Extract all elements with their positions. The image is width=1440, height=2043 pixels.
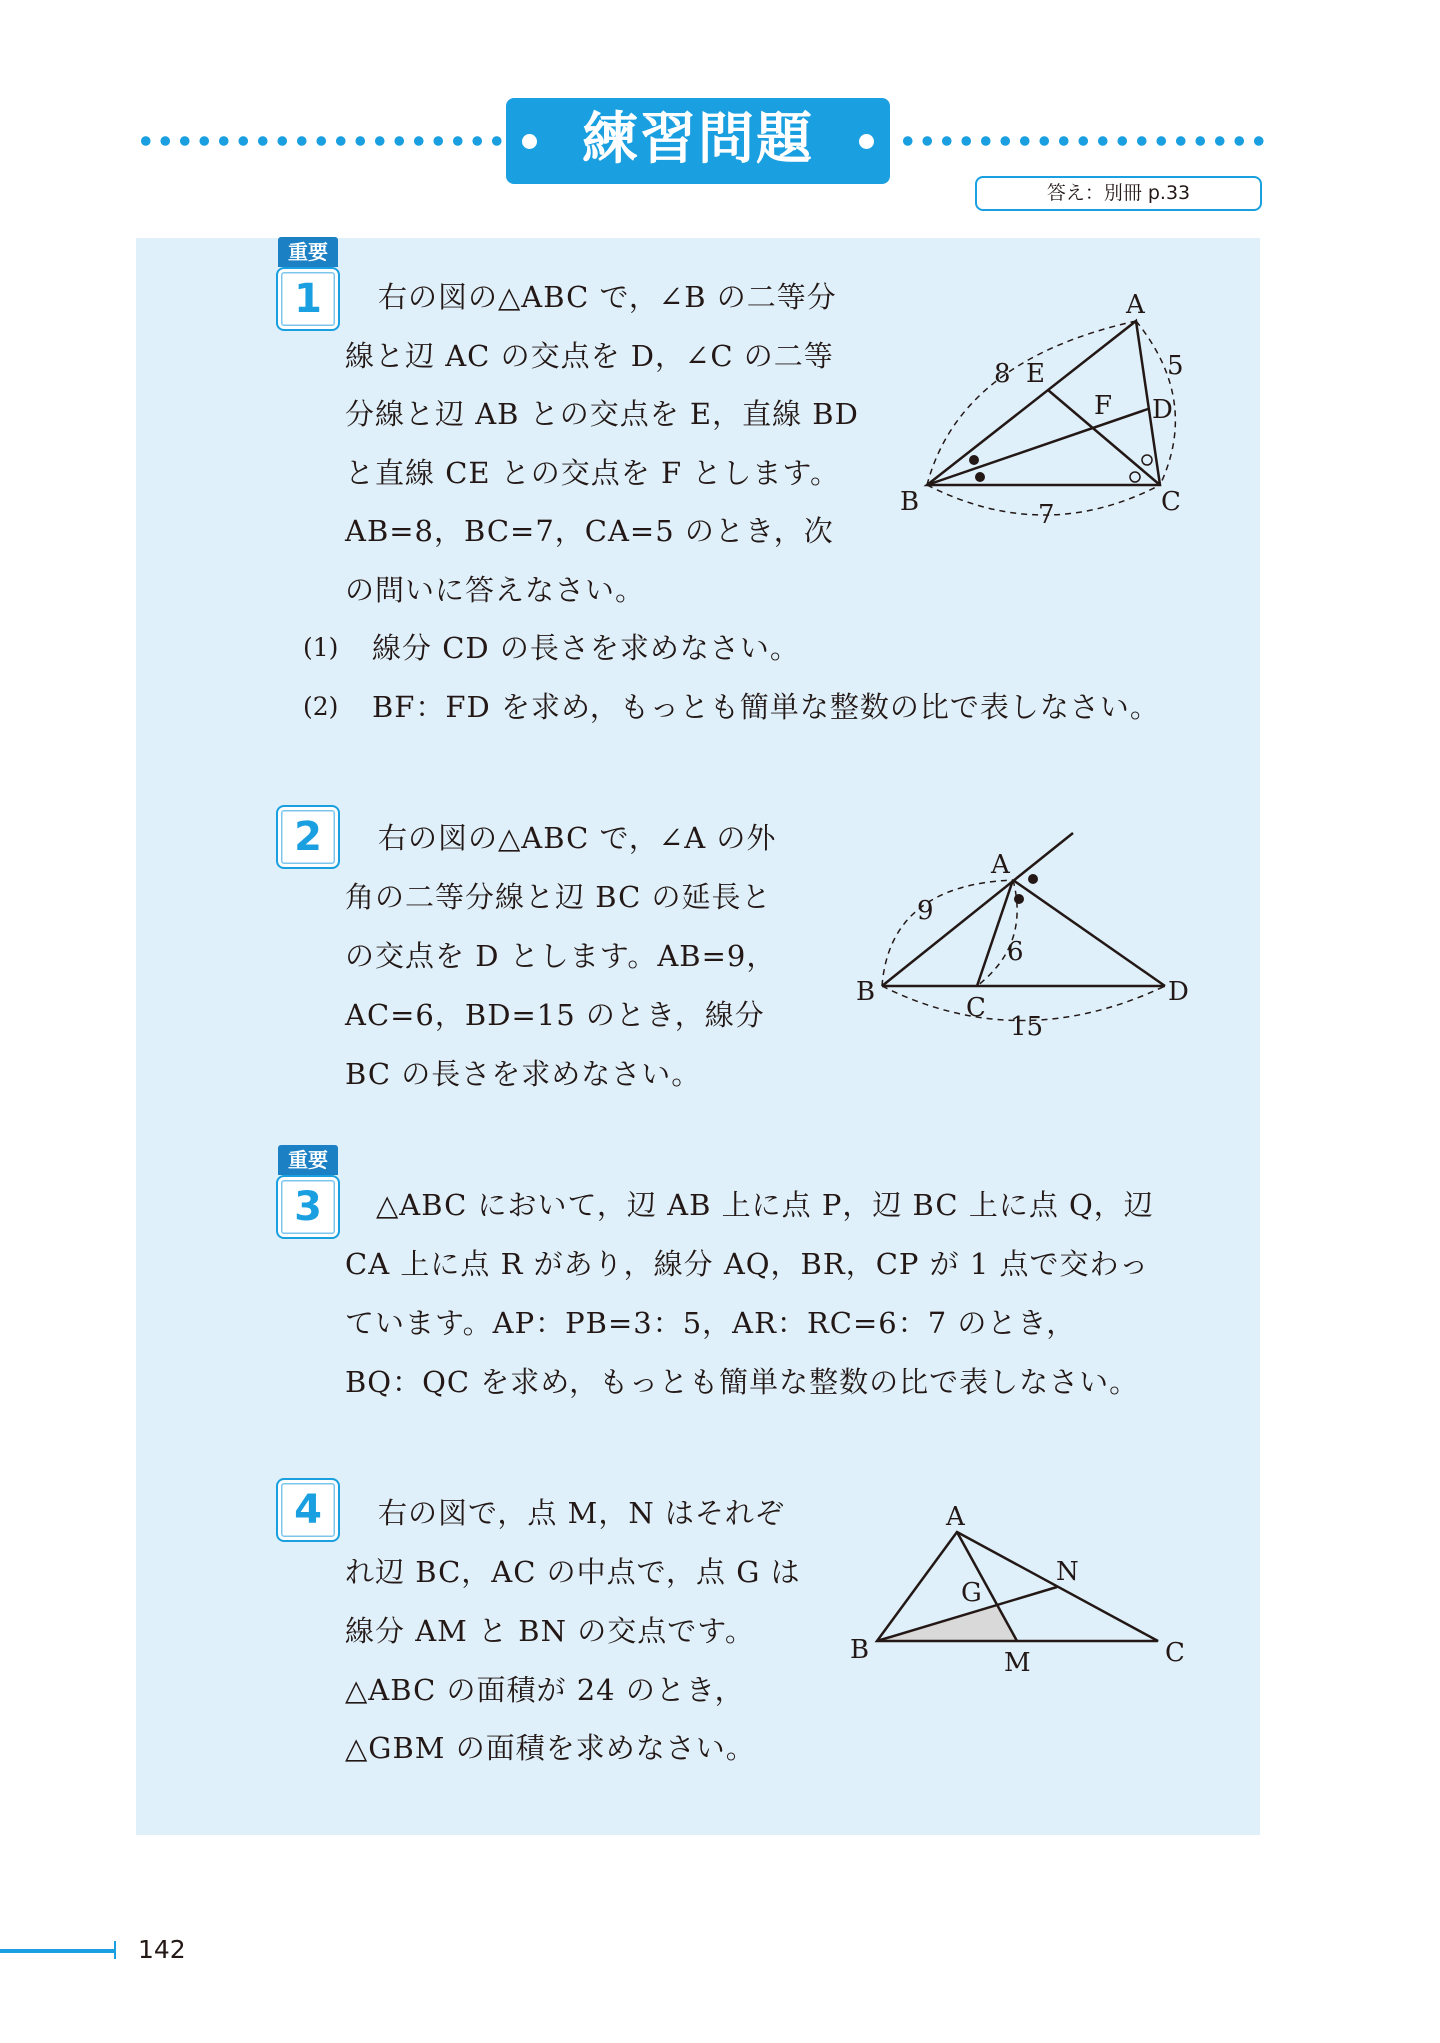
problem-text-line: BC の長さを求めなさい。: [345, 1057, 702, 1091]
vertex-label-b: B: [850, 1635, 870, 1665]
section-title-banner: [506, 98, 890, 184]
important-tag: 重要: [278, 1145, 338, 1175]
vertex-label-c: C: [966, 993, 986, 1023]
important-tag: 重要: [278, 237, 338, 267]
problem-text-line: れ辺 BC，AC の中点で，点 G は: [345, 1555, 801, 1589]
vertex-label-c: C: [1165, 1638, 1185, 1668]
vertex-label-e: E: [1026, 359, 1045, 389]
vertex-label-d: D: [1168, 977, 1189, 1007]
vertex-label-g: G: [961, 1578, 982, 1608]
vertex-label-n: N: [1056, 1557, 1079, 1587]
vertex-label-c: C: [1161, 487, 1181, 517]
figure-2-triangle-diagram: [850, 820, 1210, 1060]
dotted-rule-right: [898, 136, 1268, 146]
vertex-label-b: B: [856, 977, 876, 1007]
vertex-label-b: B: [900, 487, 920, 517]
sub-question-text: 線分 CD の長さを求めなさい。: [372, 631, 800, 665]
problem-text-line: BQ：QC を求め，もっとも簡単な整数の比で表しなさい。: [345, 1365, 1140, 1399]
vertex-label-d: D: [1152, 395, 1173, 425]
vertex-label-a: A: [991, 850, 1010, 880]
problem-text-line: 右の図の△ABC で，∠B の二等分: [378, 280, 837, 314]
length-label-ca: 5: [1167, 351, 1184, 381]
problem-number-badge: 2: [276, 805, 340, 869]
problem-text-line: 角の二等分線と辺 BC の延長と: [345, 880, 772, 914]
problem-text-line: の交点を D とします。AB=9，: [345, 939, 777, 973]
vertex-label-a: A: [946, 1502, 965, 1532]
problem-text-line: と直線 CE との交点を F とします。: [345, 456, 841, 490]
length-label-bc: 7: [1038, 500, 1055, 530]
page-number: 142: [138, 1935, 186, 1964]
footer-rule-tick: [114, 1941, 116, 1959]
sub-question-text: BF：FD を求め，もっとも簡単な整数の比で表しなさい。: [372, 690, 1160, 724]
problem-text-line: 分線と辺 AB との交点を E，直線 BD: [345, 397, 859, 431]
problem-text-line: △ABC において，辺 AB 上に点 P，辺 BC 上に点 Q，辺: [376, 1188, 1154, 1222]
problem-text-line: △GBM の面積を求めなさい。: [345, 1731, 756, 1765]
problem-number-badge: 1: [276, 267, 340, 331]
problem-number-badge: 3: [276, 1175, 340, 1239]
problem-text-line: AB=8，BC=7，CA=5 のとき，次: [345, 514, 834, 548]
length-label-bd: 15: [1010, 1012, 1044, 1042]
footer-rule: [0, 1949, 116, 1953]
answer-reference: 答え：別冊 p.33: [975, 176, 1262, 211]
length-label-ac: 6: [1007, 937, 1024, 967]
problem-text-line: の問いに答えなさい。: [345, 573, 646, 607]
dotted-rule-left: [136, 136, 506, 146]
problem-text-line: 線分 AM と BN の交点です。: [345, 1614, 755, 1648]
problem-text-line: 右の図の△ABC で，∠A の外: [378, 821, 777, 855]
length-label-ab: 8: [994, 359, 1011, 389]
figure-1-triangle-diagram: [880, 280, 1220, 540]
problem-number-badge: 4: [276, 1478, 340, 1542]
problem-text-line: △ABC の面積が 24 のとき，: [345, 1673, 745, 1707]
bullet-dot-icon: [859, 134, 874, 149]
figure-4-triangle-diagram: [840, 1490, 1200, 1690]
problem-text-line: AC=6，BD=15 のとき，線分: [345, 998, 765, 1032]
vertex-label-m: M: [1004, 1648, 1031, 1678]
problem-text-line: 線と辺 AC の交点を D，∠C の二等: [345, 339, 834, 373]
bullet-dot-icon: [522, 134, 537, 149]
vertex-label-a: A: [1126, 290, 1145, 320]
length-label-ab: 9: [917, 896, 934, 926]
sub-question-label: (2): [303, 692, 339, 721]
problem-text-line: CA 上に点 R があり，線分 AQ，BR，CP が 1 点で交わっ: [345, 1247, 1150, 1281]
vertex-label-f: F: [1094, 391, 1113, 421]
problem-text-line: ています。AP：PB=3：5，AR：RC=6：7 のとき，: [345, 1306, 1077, 1340]
section-title: 練習問題: [582, 107, 814, 172]
sub-question-label: (1): [303, 633, 339, 662]
problem-text-line: 右の図で，点 M，N はそれぞ: [378, 1496, 785, 1530]
